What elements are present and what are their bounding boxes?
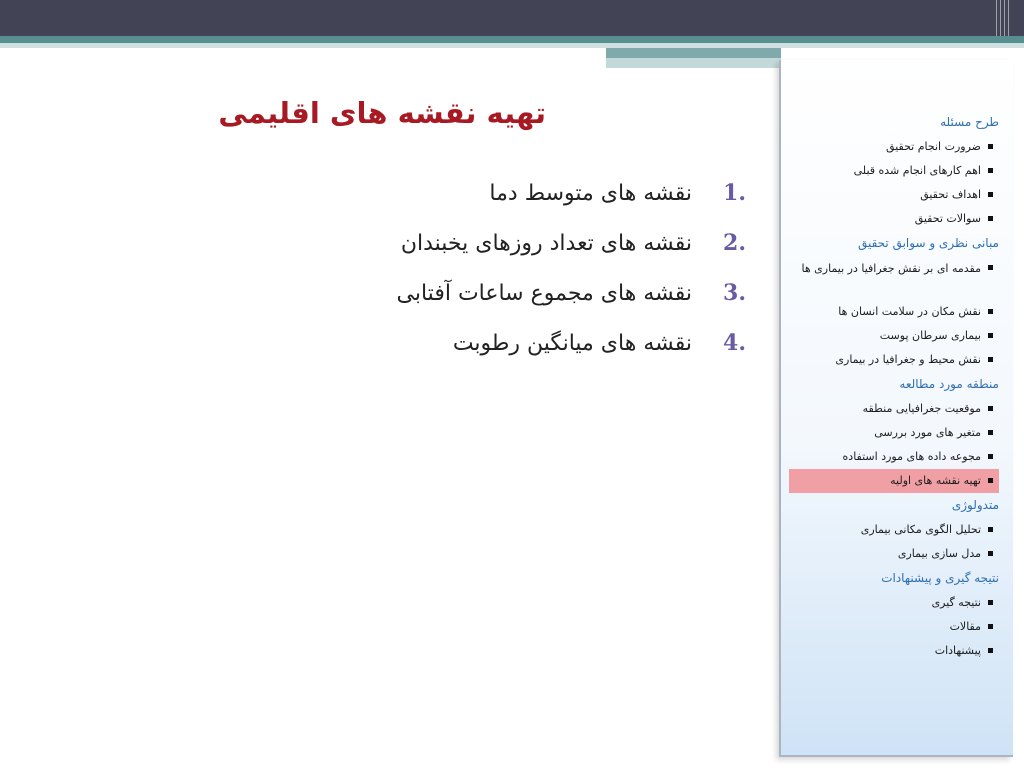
item-text: نقشه های تعداد روزهای یخبندان (400, 230, 692, 256)
outline-item[interactable]: تحلیل الگوی مکانی بیماری (789, 518, 999, 542)
item-text: نقشه های میانگین رطوبت (452, 330, 692, 356)
list-item (330, 218, 746, 268)
square-bullet-icon (988, 144, 993, 149)
outline-list (789, 110, 999, 663)
outline-item[interactable]: اهم کارهای انجام شده قبلی (789, 159, 999, 183)
outline-item[interactable]: نقش مکان در سلامت انسان ها (789, 300, 999, 324)
item-text: نقشه های متوسط دما (489, 180, 692, 206)
item-text: نقشه های مجموع ساعات آفتابی (396, 280, 692, 306)
content-list (330, 168, 746, 368)
square-bullet-icon (988, 216, 993, 221)
decorative-stripe (606, 48, 781, 58)
list-item (330, 318, 746, 368)
item-number: 1. (723, 180, 746, 206)
outline-item[interactable]: مجوعه داده های مورد استفاده (789, 445, 999, 469)
square-bullet-icon (988, 600, 993, 605)
outline-item[interactable]: نتیجه گیری (789, 591, 999, 615)
outline-item-active[interactable]: تهیه نقشه های اولیه (789, 469, 999, 493)
outline-sidebar (779, 60, 1013, 757)
outline-item[interactable]: موقعیت جغرافیایی منطقه (789, 397, 999, 421)
outline-item[interactable]: مدل سازی بیماری (789, 542, 999, 566)
outline-section-title[interactable]: مبانی نظری و سوابق تحقیق (857, 236, 999, 250)
outline-item[interactable]: متغیر های مورد بررسی (789, 421, 999, 445)
square-bullet-icon (988, 357, 993, 362)
square-bullet-icon (988, 309, 993, 314)
top-bar-decoration (996, 0, 1010, 36)
list-item (330, 268, 746, 318)
outline-section-title[interactable]: نتیجه گیری و پیشنهادات (881, 571, 999, 585)
square-bullet-icon (988, 478, 993, 483)
square-bullet-icon (988, 648, 993, 653)
square-bullet-icon (988, 551, 993, 556)
outline-item[interactable]: پیشنهادات (789, 639, 999, 663)
square-bullet-icon (988, 168, 993, 173)
square-bullet-icon (988, 333, 993, 338)
square-bullet-icon (988, 624, 993, 629)
teal-thin-band (0, 43, 1024, 48)
square-bullet-icon (988, 527, 993, 532)
square-bullet-icon (988, 454, 993, 459)
outline-item[interactable]: مقالات (789, 615, 999, 639)
teal-band (0, 36, 1024, 43)
square-bullet-icon (988, 192, 993, 197)
outline-section-title[interactable]: منطقه مورد مطالعه (899, 377, 999, 391)
top-bar (0, 0, 1024, 36)
list-item (330, 168, 746, 218)
outline-item[interactable]: بیماری سرطان پوست (789, 324, 999, 348)
item-number: 3. (723, 280, 746, 306)
item-number: 4. (723, 330, 746, 356)
square-bullet-icon (988, 265, 993, 270)
outline-item[interactable]: سوالات تحقیق (789, 207, 999, 231)
outline-item[interactable]: نقش محیط و جغرافیا در بیماری (789, 348, 999, 372)
outline-item[interactable]: اهداف تحقیق (789, 183, 999, 207)
slide-title: تهیه نقشه های اقلیمی (218, 96, 546, 130)
outline-section-title[interactable]: متدولوژی (951, 498, 999, 512)
decorative-stripe (606, 58, 781, 68)
square-bullet-icon (988, 430, 993, 435)
outline-item[interactable]: مقدمه ای بر نقش جغرافیا در بیماری ها (789, 256, 999, 300)
outline-item[interactable]: ضرورت انجام تحقیق (789, 135, 999, 159)
outline-section-title[interactable]: طرح مسئله (940, 115, 999, 129)
square-bullet-icon (988, 406, 993, 411)
item-number: 2. (723, 230, 746, 256)
